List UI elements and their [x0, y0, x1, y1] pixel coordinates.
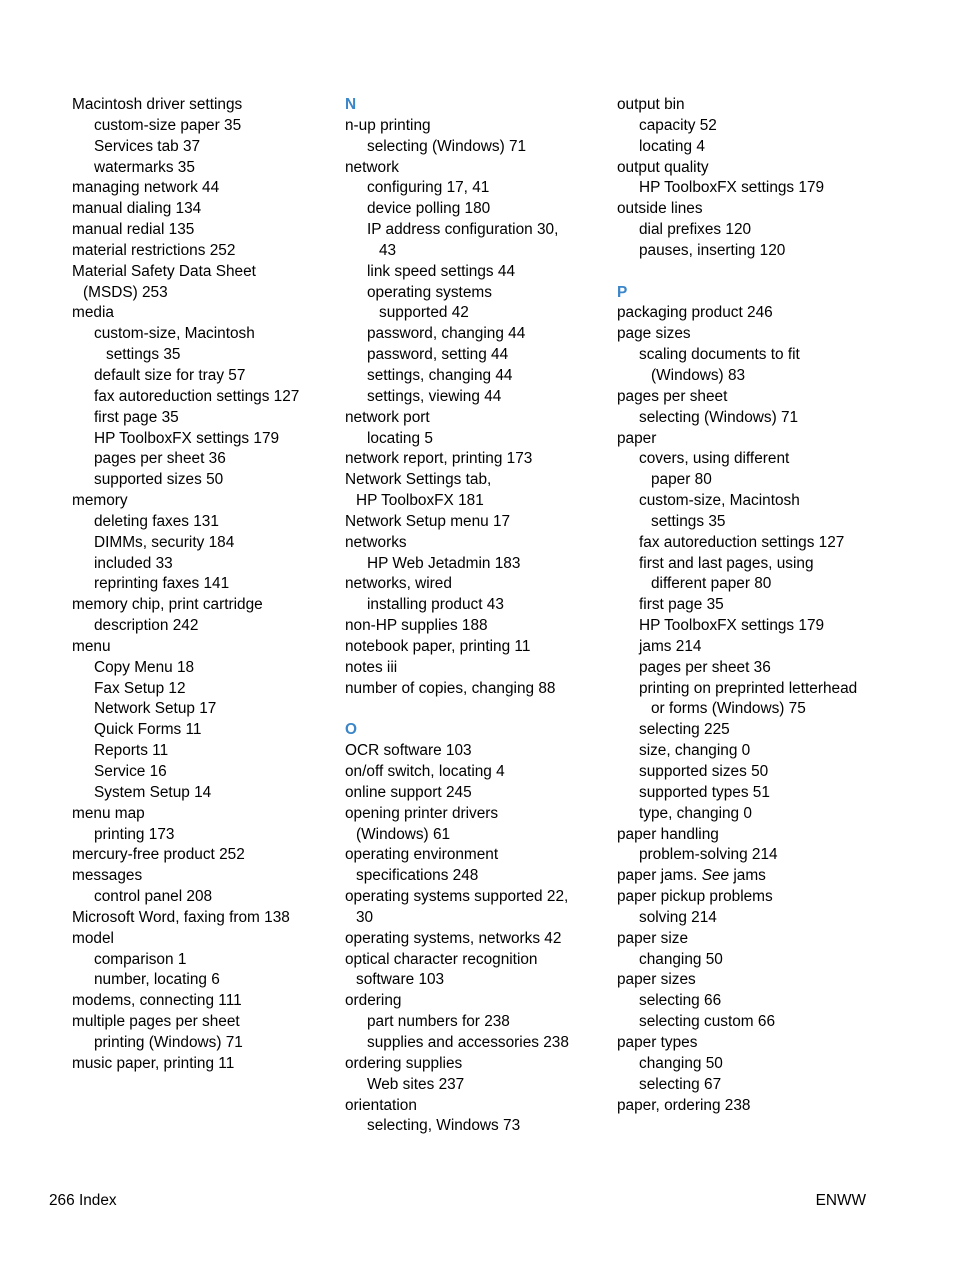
- index-main-entry: Macintosh driver settings: [72, 96, 243, 113]
- index-sub-entry: dial prefixes 120: [639, 221, 752, 239]
- index-sub-entry: settings, viewing 44: [367, 387, 502, 405]
- index-sub-entry: fax autoreduction settings 127: [639, 533, 845, 551]
- index-sub-entry: supported sizes 50: [639, 763, 769, 780]
- index-sub-entry: Services tab 37: [94, 137, 201, 155]
- index-sub-entry: selecting (Windows) 71: [639, 408, 799, 426]
- index-main-entry: number of copies, changing 88: [345, 679, 556, 697]
- index-main-entry: outside lines: [617, 200, 703, 218]
- index-entry-continuation: 30: [356, 908, 374, 926]
- index-column-3: [617, 95, 889, 1116]
- index-sub-entry: control panel 208: [94, 888, 213, 906]
- index-sub-entry: changing 50: [639, 950, 723, 968]
- index-main-entry: on/off switch, locating 4: [345, 763, 505, 780]
- index-main-entry: music paper, printing 11: [72, 1054, 235, 1072]
- index-main-entry: ordering supplies: [345, 1054, 463, 1072]
- index-sub-entry: HP ToolboxFX settings 179: [639, 617, 825, 635]
- index-main-entry: managing network 44: [72, 179, 220, 197]
- index-sub-entry: reprinting faxes 141: [94, 575, 230, 593]
- index-main-entry: manual dialing 134: [72, 200, 202, 218]
- index-sub-entry: password, setting 44: [367, 346, 509, 364]
- index-sub-entry: selecting 225: [639, 721, 730, 739]
- index-main-entry: Network Settings tab,: [345, 471, 492, 489]
- index-sub-entry: operating systems: [367, 283, 492, 301]
- index-sub-entry: System Setup 14: [94, 783, 212, 801]
- index-sub-entry: capacity 52: [639, 116, 717, 134]
- index-sub-entry: HP ToolboxFX settings 179: [639, 179, 825, 197]
- index-sub-entry: selecting, Windows 73: [367, 1117, 521, 1135]
- index-sub-entry: installing product 43: [367, 596, 504, 614]
- index-sub-entry: size, changing 0: [639, 742, 751, 760]
- index-main-entry: orientation: [345, 1096, 417, 1114]
- index-sub-entry: Web sites 237: [367, 1075, 465, 1093]
- index-main-entry: model: [72, 929, 114, 947]
- index-entry-continuation: 43: [379, 241, 397, 259]
- index-main-entry: online support 245: [345, 783, 472, 801]
- index-sub-entry: settings, changing 44: [367, 366, 513, 384]
- index-sub-entry: Service 16: [94, 763, 167, 780]
- index-main-entry: paper size: [617, 929, 689, 947]
- footer-doc-code: ENWW: [815, 1192, 866, 1209]
- index-sub-entry: jams 214: [639, 637, 702, 655]
- index-sub-entry: DIMMs, security 184: [94, 533, 235, 551]
- section-letter-heading: P: [617, 283, 628, 301]
- index-main-entry: multiple pages per sheet: [72, 1013, 240, 1031]
- index-sub-entry: locating 4: [639, 137, 705, 155]
- index-entry-continuation: (Windows) 61: [356, 825, 451, 843]
- index-main-entry: non-HP supplies 188: [345, 617, 488, 635]
- index-sub-entry: supported types 51: [639, 783, 770, 801]
- index-sub-entry: IP address configuration 30,: [367, 221, 559, 239]
- index-sub-entry: problem-solving 214: [639, 846, 778, 864]
- index-main-entry: menu map: [72, 804, 145, 822]
- index-sub-entry: default size for tray 57: [94, 366, 246, 384]
- index-main-entry: messages: [72, 867, 143, 885]
- index-sub-entry: pages per sheet 36: [639, 658, 771, 676]
- index-main-entry: operating systems, networks 42: [345, 929, 562, 947]
- index-main-entry: memory chip, print cartridge: [72, 596, 263, 614]
- index-sub-entry: selecting 66: [639, 992, 722, 1010]
- index-sub-entry: custom-size, Macintosh: [94, 325, 255, 343]
- footer-page-label: 266 Index: [49, 1192, 117, 1209]
- index-sub-entry: printing on preprinted letterhead: [639, 679, 858, 697]
- index-sub-entry: Reports 11: [94, 742, 169, 760]
- index-main-entry: n-up printing: [345, 116, 431, 134]
- index-sub-entry: first page 35: [94, 408, 179, 426]
- section-letter-heading: O: [345, 721, 357, 739]
- index-sub-entry: watermarks 35: [94, 158, 195, 176]
- index-main-entry: OCR software 103: [345, 742, 472, 760]
- index-main-entry: paper types: [617, 1033, 698, 1051]
- index-sub-entry: HP ToolboxFX settings 179: [94, 429, 280, 447]
- index-sub-entry: included 33: [94, 554, 173, 572]
- index-main-entry: output quality: [617, 158, 709, 176]
- index-main-entry: material restrictions 252: [72, 241, 236, 259]
- index-entry-continuation: specifications 248: [356, 867, 479, 885]
- index-sub-entry: printing (Windows) 71: [94, 1033, 243, 1051]
- section-spacer: [345, 699, 617, 720]
- index-main-entry: optical character recognition: [345, 950, 538, 968]
- index-sub-entry: password, changing 44: [367, 325, 526, 343]
- index-sub-entry: Quick Forms 11: [94, 721, 202, 739]
- index-main-entry: memory: [72, 492, 128, 510]
- index-sub-entry: supplies and accessories 238: [367, 1033, 569, 1051]
- index-sub-entry: HP Web Jetadmin 183: [367, 554, 521, 572]
- index-main-entry: opening printer drivers: [345, 804, 499, 822]
- index-sub-entry: link speed settings 44: [367, 262, 516, 280]
- index-sub-entry: solving 214: [639, 908, 717, 926]
- index-sub-entry: number, locating 6: [94, 971, 220, 989]
- index-main-entry: packaging product 246: [617, 304, 773, 322]
- index-main-entry: paper handling: [617, 825, 719, 843]
- index-sub-entry: covers, using different: [639, 450, 790, 468]
- index-main-entry: pages per sheet: [617, 387, 728, 405]
- index-main-entry: networks: [345, 533, 407, 551]
- index-sub-entry: printing 173: [94, 825, 175, 843]
- index-sub-entry: comparison 1: [94, 950, 187, 968]
- index-column-1: [72, 95, 344, 1075]
- index-sub-entry: supported sizes 50: [94, 471, 224, 489]
- index-main-entry: network: [345, 158, 399, 176]
- index-entry-continuation: software 103: [356, 971, 445, 989]
- index-sub-entry: pages per sheet 36: [94, 450, 226, 468]
- index-entry-continuation: different paper 80: [651, 575, 772, 593]
- index-sub-entry: description 242: [94, 617, 199, 635]
- section-letter-heading: N: [345, 96, 357, 113]
- index-sub-entry: first and last pages, using: [639, 554, 814, 572]
- index-main-entry: notes iii: [345, 658, 398, 676]
- index-main-entry: mercury-free product 252: [72, 846, 245, 864]
- index-main-entry: Microsoft Word, faxing from 138: [72, 908, 290, 926]
- index-main-entry: operating environment: [345, 846, 499, 864]
- index-sub-entry: changing 50: [639, 1054, 723, 1072]
- index-sub-entry: selecting 67: [639, 1075, 722, 1093]
- index-main-entry: network port: [345, 408, 430, 426]
- index-main-entry: Material Safety Data Sheet: [72, 262, 256, 280]
- index-entry-continuation: (MSDS) 253: [83, 283, 168, 301]
- index-main-entry: notebook paper, printing 11: [345, 637, 531, 655]
- index-main-entry: manual redial 135: [72, 221, 195, 239]
- index-sub-entry: deleting faxes 131: [94, 512, 219, 530]
- index-main-entry: paper sizes: [617, 971, 696, 989]
- index-sub-entry: device polling 180: [367, 200, 491, 218]
- index-sub-entry: Network Setup 17: [94, 700, 217, 718]
- index-sub-entry: selecting custom 66: [639, 1013, 776, 1031]
- index-main-entry: network report, printing 173: [345, 450, 533, 468]
- index-main-entry: modems, connecting 111: [72, 992, 242, 1010]
- index-entry-continuation: supported 42: [379, 304, 469, 322]
- index-main-entry: networks, wired: [345, 575, 452, 593]
- index-column-2: [345, 95, 617, 1137]
- section-spacer: [617, 262, 889, 283]
- index-main-entry: output bin: [617, 96, 685, 113]
- index-main-entry: paper: [617, 429, 657, 447]
- index-entry-continuation: (Windows) 83: [651, 366, 746, 384]
- index-entry-continuation: HP ToolboxFX 181: [356, 492, 484, 510]
- index-sub-entry: Fax Setup 12: [94, 679, 186, 697]
- index-main-entry: operating systems supported 22,: [345, 888, 569, 906]
- index-main-entry: page sizes: [617, 325, 691, 343]
- index-sub-entry: scaling documents to fit: [639, 346, 800, 364]
- index-entry-continuation: paper 80: [651, 471, 712, 489]
- index-main-entry: ordering: [345, 992, 402, 1010]
- index-sub-entry: fax autoreduction settings 127: [94, 387, 300, 405]
- index-entry-continuation: settings 35: [106, 346, 181, 364]
- index-sub-entry: part numbers for 238: [367, 1013, 510, 1031]
- index-sub-entry: first page 35: [639, 596, 724, 614]
- index-sub-entry: pauses, inserting 120: [639, 241, 786, 259]
- see-reference-keyword: See: [701, 867, 730, 885]
- index-main-entry: media: [72, 304, 114, 322]
- index-sub-entry: custom-size, Macintosh: [639, 492, 800, 510]
- index-main-entry: menu: [72, 637, 111, 655]
- index-entry-continuation: settings 35: [651, 512, 726, 530]
- index-sub-entry: locating 5: [367, 429, 433, 447]
- index-sub-entry: custom-size paper 35: [94, 116, 242, 134]
- index-sub-entry: selecting (Windows) 71: [367, 137, 527, 155]
- index-main-entry: paper jams. See jams: [617, 867, 766, 885]
- index-sub-entry: Copy Menu 18: [94, 658, 195, 676]
- index-entry-continuation: or forms (Windows) 75: [651, 700, 806, 718]
- index-sub-entry: type, changing 0: [639, 804, 752, 822]
- index-main-entry: Network Setup menu 17: [345, 512, 511, 530]
- index-sub-entry: configuring 17, 41: [367, 179, 490, 197]
- index-main-entry: paper pickup problems: [617, 888, 773, 906]
- index-main-entry: paper, ordering 238: [617, 1096, 751, 1114]
